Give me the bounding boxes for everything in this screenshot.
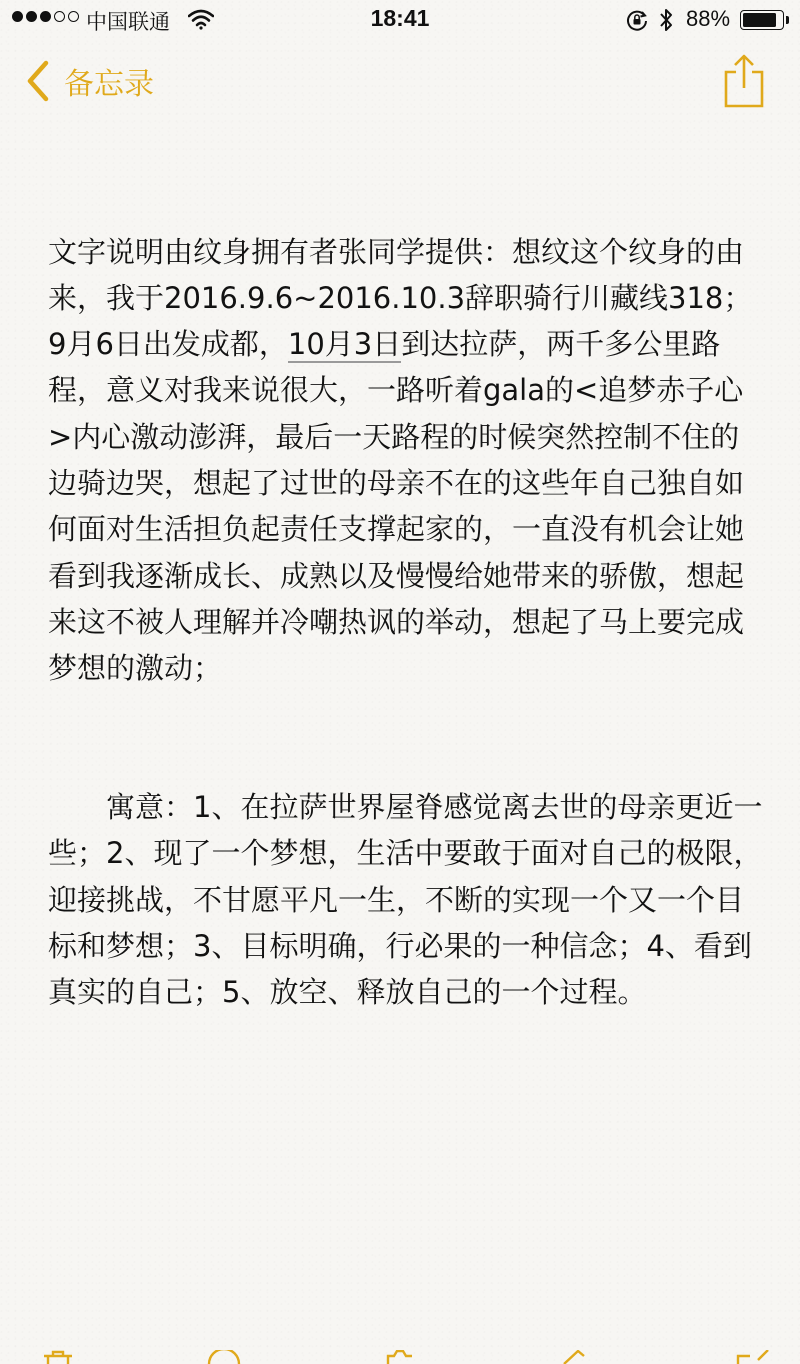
battery-percentage: 88% xyxy=(686,6,731,31)
share-icon[interactable] xyxy=(720,50,768,110)
rotation-lock-icon xyxy=(626,9,648,31)
date-link[interactable]: 10月3日 xyxy=(287,327,402,362)
note-paragraph-1 xyxy=(48,229,763,692)
note-body[interactable] xyxy=(48,136,763,1062)
navigation-bar xyxy=(0,48,800,118)
battery-level-fill xyxy=(743,13,776,27)
bluetooth-icon xyxy=(658,7,674,33)
status-bar xyxy=(0,0,800,40)
note-text: 到达拉萨，两千多公里路程，意义对我来说很大，一路听着gala的<追梦赤子心>内心激动澎湃，最后一天路程的时候突然控制不住的边骑边哭，想起了过世的母亲不在的这些年自己独自如何面对生活担负起责任支撑起家的，一直没有机会让她看到我逐渐成长、成熟以及慢慢给她带来的骄傲，想起来这不被人理解并冷嘲热讽的举动，想起了马上要完成梦想的激动； xyxy=(48,327,745,686)
battery-icon xyxy=(740,10,784,30)
bottom-toolbar xyxy=(0,1340,800,1362)
carrier-name: 中国联通 xyxy=(86,10,170,34)
note-paragraph-2: 寓意：1、在拉萨世界屋脊感觉离去世的母亲更近一些；2、现了一个梦想，生活中要敢于面对自己的极限，迎接挑战，不甘愿平凡一生，不断的实现一个又一个目标和梦想；3、目标明确，行必果的一种信念；4、看到真实的自己；5、放空、释放自己的一个过程。 xyxy=(48,790,763,1010)
back-button[interactable] xyxy=(24,58,154,104)
clock-time: 18:41 xyxy=(370,5,430,31)
battery-tip xyxy=(786,16,789,24)
note-text: 文字说明由纹身拥有者张同学提供：想纹这个纹身的由来，我于2016.9.6~2016.10.3辞职骑行川藏线318；9月6日出发成都， xyxy=(48,234,753,362)
chevron-left-icon xyxy=(24,59,52,103)
back-button-label: 备忘录 xyxy=(64,67,154,102)
